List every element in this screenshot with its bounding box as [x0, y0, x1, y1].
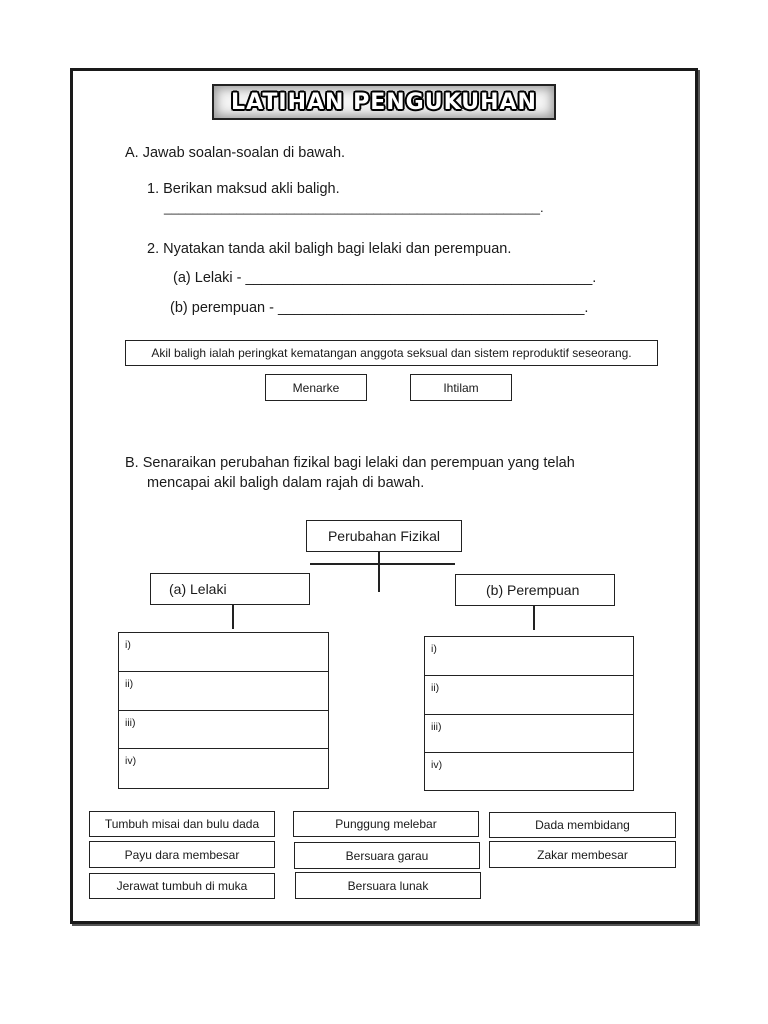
table-row[interactable]: [119, 672, 328, 711]
diagram-right-node: [455, 574, 615, 606]
answer-option[interactable]: [489, 812, 676, 838]
row-label: iv): [125, 755, 137, 767]
answer-label: Bersuara garau: [345, 848, 429, 863]
option-label: Menarke: [292, 380, 340, 395]
answer-option[interactable]: [295, 872, 481, 899]
diagram-left-node: [150, 573, 310, 605]
info-box: [125, 340, 658, 366]
answer-label: Punggung melebar: [335, 817, 437, 831]
answer-label: Dada membidang: [535, 818, 630, 832]
connector-line: [310, 563, 455, 565]
table-row[interactable]: [425, 637, 633, 676]
option-label: Ihtilam: [443, 380, 479, 395]
connector-line: [533, 606, 535, 630]
answer-option[interactable]: [489, 841, 676, 868]
right-answer-table: [424, 636, 634, 791]
diagram-root-label: Perubahan Fizikal: [327, 528, 441, 544]
answer-option[interactable]: [89, 873, 275, 899]
connector-line: [232, 605, 234, 629]
row-label: iv): [431, 759, 443, 771]
diagram-left-label: (a) Lelaki: [169, 581, 227, 597]
answer-label: Jerawat tumbuh di muka: [116, 879, 248, 893]
option-ihtilam[interactable]: [410, 374, 512, 401]
option-menarke[interactable]: [265, 374, 367, 401]
answer-label: Bersuara lunak: [347, 878, 429, 893]
question-2a[interactable]: (a) Lelaki - ___________________________________________.: [173, 270, 597, 286]
question-2: 2. Nyatakan tanda akil baligh bagi lelaki dan perempuan.: [147, 241, 512, 257]
answer-option[interactable]: [89, 841, 275, 868]
question-1-answer-line[interactable]: ____________________________________________________.: [164, 200, 544, 215]
section-b-heading-line1: B. Senaraikan perubahan fizikal bagi lelaki dan perempuan yang telah: [125, 455, 575, 471]
row-label: ii): [431, 682, 440, 694]
table-row[interactable]: [119, 749, 328, 787]
row-label: iii): [125, 717, 136, 729]
row-label: i): [431, 643, 437, 655]
table-row[interactable]: [425, 715, 633, 753]
answer-option[interactable]: [293, 811, 479, 837]
title-banner: [212, 84, 556, 120]
answer-label: Zakar membesar: [537, 847, 628, 862]
answer-label: Payu dara membesar: [124, 847, 240, 862]
left-answer-table: [118, 632, 329, 789]
answer-label: Tumbuh misai dan bulu dada: [104, 817, 260, 831]
question-2b[interactable]: (b) perempuan - ______________________________________.: [170, 300, 589, 316]
diagram-root: [306, 520, 462, 552]
answer-option[interactable]: [89, 811, 275, 837]
row-label: ii): [125, 678, 134, 690]
answer-option[interactable]: [294, 842, 480, 869]
connector-line: [378, 552, 380, 592]
diagram-right-label: (b) Perempuan: [486, 582, 580, 598]
page-title: LATIHAN PENGUKUHAN: [231, 89, 537, 115]
table-row[interactable]: [119, 633, 328, 672]
row-label: iii): [431, 721, 442, 733]
table-row[interactable]: [425, 676, 633, 715]
table-row[interactable]: [119, 711, 328, 749]
question-1: 1. Berikan maksud akli baligh.: [147, 181, 340, 197]
section-a-heading: A. Jawab soalan-soalan di bawah.: [125, 145, 346, 161]
row-label: i): [125, 639, 131, 651]
section-b-heading-line2: mencapai akil baligh dalam rajah di bawah.: [147, 475, 425, 491]
info-text: Akil baligh ialah peringkat kematangan anggota seksual dan sistem reproduktif seseorang.: [151, 346, 632, 360]
table-row[interactable]: [425, 753, 633, 790]
